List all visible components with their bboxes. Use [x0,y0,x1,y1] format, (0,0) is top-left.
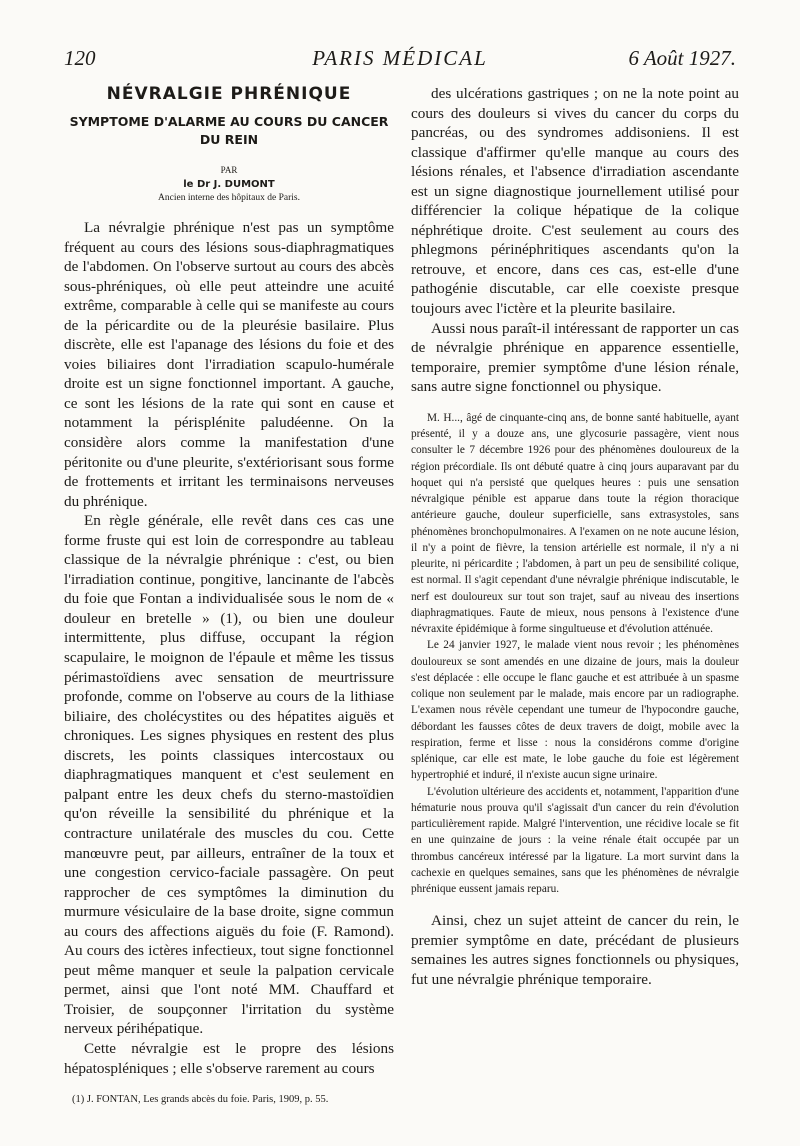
byline-par: PAR [220,165,238,175]
footnote: (1) J. FONTAN, Les grands abcès du foie. Paris, 1909, p. 55. [72,1094,329,1106]
body-paragraph: des ulcérations gastriques ; on ne la note point au cours des douleurs si vives du cancer du corps du pancréas, ou des syndromes addisoniens. Il est classique d'affirmer qu'elle manque au cours des lésions rénales, et l'absence d'irradiation ascendante est un signe diagnostique journellement utilisé pour différencier la colique hépatique de la colique néphrétique droite. C'est seulement au cours des phlegmons périnéphritiques ascendants qu'on la retrouve, et encore, dans ces cas, est-elle d'une pathogénie discutable, car elle coexiste presque toujours avec l'ictère et la pleurite basilaire. [411,85,739,318]
body-paragraph: La névralgie phrénique n'est pas un symptôme fréquent au cours des lésions sous-diaphragmatiques de l'abdomen. On l'observe surtout au cours des abcès sous-phréniques, où elle peut atteindre une acuité extrême, comparable à celle qui se manifeste au cours de la péricardite ou de la pleurésie basilaire. Plus discrète, elle est l'apanage des lésions du foie et des voies biliaires dont l'irradiation scapulo-humérale droite est un signe fonctionnel important. A gauche, ce sont les lésions de la rate qui sont en cause et notamment la périsplénite paludéenne. On la considère alors comme la manifestation d'une péritonite ou d'une pleurite, s'extériorisant sous forme de frottements et irritant les terminaisons nerveuses du phrénique. [64,219,394,510]
case-report-paragraph: M. H..., âgé de cinquante-cinq ans, de bonne santé habituelle, ayant présenté, il y a douze ans, une glycosurie passagère, vient nous consulter le 7 décembre 1926 pour des phénomènes douloureux de la région précordiale. Ils ont débuté quatre à cinq jours auparavant par du hoquet qui n'a persisté que quelques heures : puis une sensation névralgique pénible est apparue dans toute la région thoracique antérieure gauche, douleur superficielle, sans extrasystoles, sans phénomènes bronchopulmonaires. A l'examen on ne note aucune lésion, il n'y a point de fièvre, la tension artérielle est normale, il n'y a ni pleurite, ni péricardite ; l'abdomen, à part un peu de sensibilité colique, est normal. Il s'agit cependant d'une névralgie phrénique indiscutable, le nerf est douloureux sur tout son trajet, sauf au niveau des insertions diaphragmatiques. Faute de mieux, nous pensons à l'existence d'une névraxite épidémique à forme singultueuse et d'évolution atténuée. [411,411,739,635]
page-number: 120 [64,46,96,70]
page-header [64,46,736,74]
body-paragraph: En règle générale, elle revêt dans ces cas une forme fruste qui est loin de correspondre au tableau classique de la névralgie phrénique : c'est, ou bien l'irradiation continue, pongitive, lancinante de l'abcès du foie que Fontan a individualisée sous le nom de « douleur en bretelle » (1), ou bien une douleur intermittente, plus diffuse, occupant la région scapulaire, le moignon de l'épaule et même les tissus périmastoïdiens avec sensation de meurtrissure profonde, comme on l'observe au cours de la lithiase biliaire, des cholécystites ou des hépatites aiguës et chroniques. Les signes physiques en restent des plus discrets, les points classiques intercostaux ou diaphragmatiques manquent et c'est seulement en palpant entre les deux chefs du sterno-mastoïdien qu'on réveille la sensibilité du phrénique et la contracture unilatérale des muscles du cou. Cette manœuvre peut, par ailleurs, entraîner de la toux et une congestion cervico-faciale passagère. On peut rapprocher de ces symptômes la diminution du murmure vésiculaire de la base droite, signe commun au cours des affections aiguës du foie (F. Ramond). Au cours des ictères infectieux, tout signe fonctionnel peut même manquer et seule la palpation cervicale permet, ainsi que l'ont noté MM. Chauffard et Troisier, de soupçonner l'irritation du système nerveux périhépatique. [64,512,394,1038]
author-affiliation: Ancien interne des hôpitaux de Paris. [158,193,300,203]
left-column [64,84,394,1105]
journal-title: PARIS MÉDICAL [312,46,488,70]
body-paragraph: Cette névralgie est le propre des lésions hépatospléniques ; elle s'observe rarement au cours [64,1039,394,1077]
case-report-paragraph: Le 24 janvier 1927, le malade vient nous revoir ; les phénomènes douloureux se sont amendés en une dizaine de jours, mais la douleur s'est déplacée : elle occupe le flanc gauche et est attribuée à un spasme colique non seulement par le malade, mais encore par un radiographe. L'examen nous révèle cependant une tumeur de l'hypocondre gauche, débordant les fausses côtes de deux travers de doigt, mobile avec la respiration, ferme et lisse : nous la considérons comme d'origine splénique, car elle est mate, le lobe gauche du foie est légèrement hypertrophié et induré, il n'existe aucun signe urinaire. [411,639,739,782]
article-title: NÉVRALGIE PHRÉNIQUE [106,84,352,104]
right-column [411,84,739,989]
conclusion-paragraph: Ainsi, chez un sujet atteint de cancer du rein, le premier symptôme en date, précédant de plusieurs semaines les autres signes fonctionnels ou physiques, fut une névralgie phrénique temporaire. [411,912,739,988]
author-name: le Dr J. DUMONT [183,179,275,190]
body-paragraph: Aussi nous paraît-il intéressant de rapporter un cas de névralgie phrénique en apparence essentielle, temporaire, premier symptôme d'une lésion rénale, sans autre signe fonctionnel ou physique. [411,319,739,396]
issue-date: 6 Août 1927. [628,46,736,70]
article-subtitle: SYMPTOME D'ALARME AU COURS DU CANCER DU REIN [69,114,389,147]
case-report-paragraph: L'évolution ultérieure des accidents et, notamment, l'apparition d'une hématurie nous prouva qu'il s'agissait d'un cancer du rein d'évolution particulièrement rapide. Malgré l'intervention, une récidive locale se fit en une quinzaine de jours : la veine rénale était occupée par un thrombus cancéreux intéressé par la ligature. La mort survint dans la cachexie en quelques semaines, sans que les phénomènes de névralgie phrénique eussent jamais reparu. [411,785,739,895]
